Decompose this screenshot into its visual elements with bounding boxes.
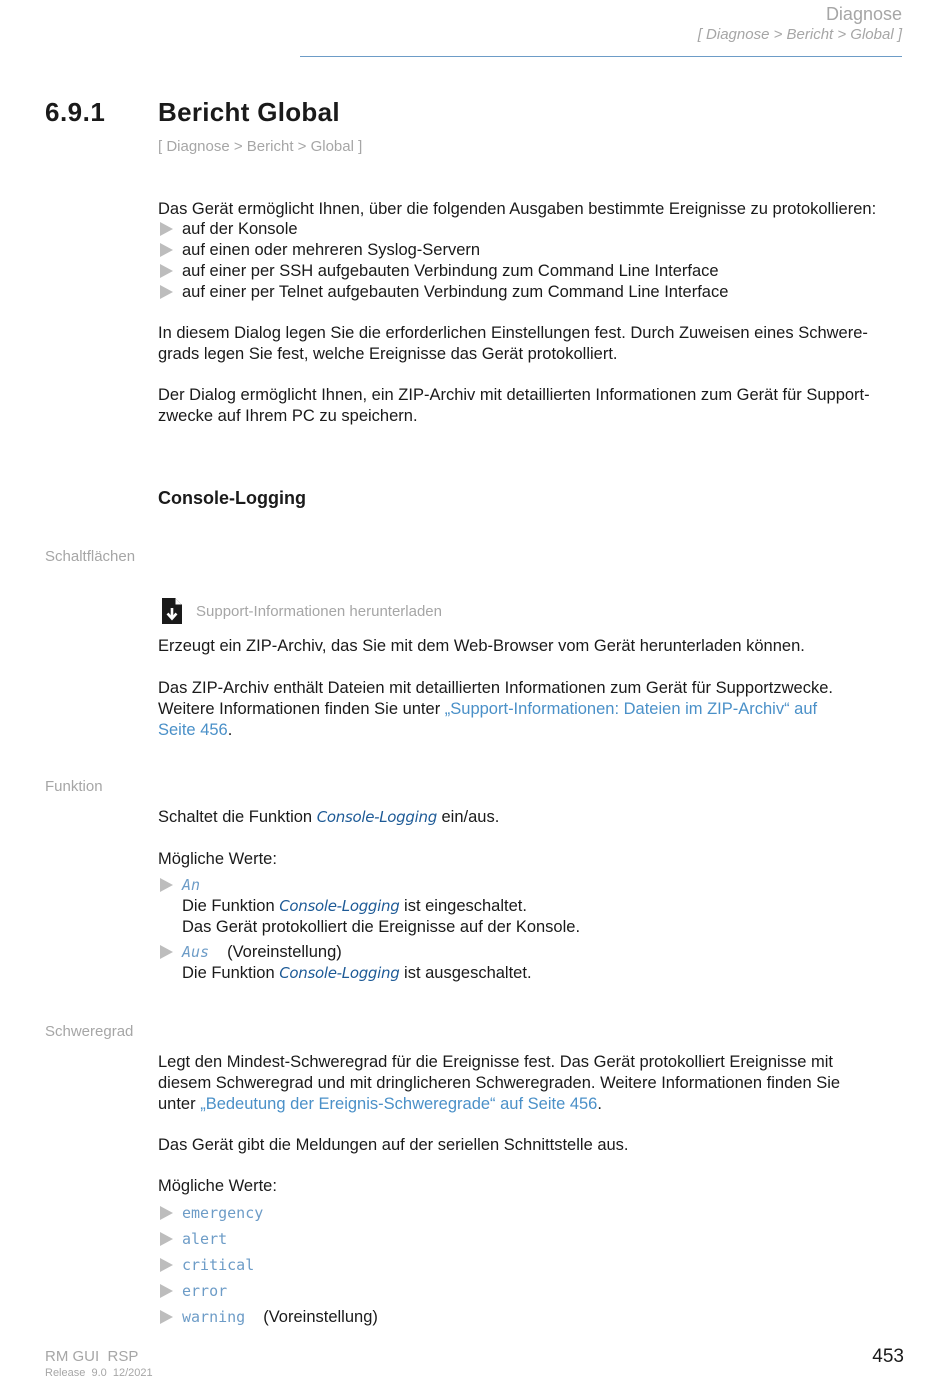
value-off: Aus (182, 943, 210, 961)
severity-value: emergency (182, 1204, 264, 1222)
subsection-heading: Console-Logging (158, 488, 306, 508)
footer-product: RM GUI RSP (45, 1348, 139, 1365)
intro-lead: Das Gerät ermöglicht Ihnen, über die folgenden Ausgaben bestimmte Ereignisse zu protokollieren: (158, 200, 877, 218)
severity-values-heading: Mögliche Werte: (158, 1177, 277, 1195)
default-note: (Voreinstellung) (263, 1308, 378, 1326)
bullet-triangle-icon (160, 945, 173, 959)
support-download-label: Support-Informationen herunterladen (196, 602, 442, 620)
parameter-name: Console-Logging (279, 964, 400, 982)
bullet-triangle-icon (160, 1258, 173, 1272)
header-rule (300, 56, 902, 57)
section-number: 6.9.1 (45, 97, 106, 127)
bullet-triangle-icon (160, 285, 173, 299)
function-description: Schaltet die Funktion Console-Logging ein/aus. (158, 808, 500, 826)
value-off-description: Die Funktion Console-Logging ist ausgeschaltet. (182, 964, 532, 982)
bullet-triangle-icon (160, 222, 173, 236)
function-values-heading: Mögliche Werte: (158, 850, 277, 868)
intro-paragraph-3: Der Dialog ermöglicht Ihnen, ein ZIP-Archiv mit detaillierten Informationen zum Gerät für Support- zwecke auf Ihrem PC zu speichern. (158, 386, 870, 425)
support-download-button[interactable] (160, 597, 442, 625)
side-label-function: Funktion (45, 778, 103, 795)
intro-paragraph-2: In diesem Dialog legen Sie die erforderlichen Einstellungen fest. Durch Zuweisen eines Schwere- grads legen Sie fest, welche Ereignisse das Gerät protokolliert. (158, 324, 868, 363)
file-download-icon (160, 597, 184, 625)
footer-release: Release 9.0 12/2021 (45, 1367, 153, 1379)
bullet-triangle-icon (160, 243, 173, 257)
bullet-triangle-icon (160, 264, 173, 278)
default-note: (Voreinstellung) (227, 943, 342, 961)
bullet-triangle-icon (160, 1310, 173, 1324)
severity-value: warning (182, 1308, 246, 1326)
running-header-title: Diagnose (825, 4, 902, 24)
link-severity-meaning[interactable]: „Bedeutung der Ereignis-Schweregrade“ auf Seite 456 (200, 1095, 598, 1113)
section-title: Bericht Global (158, 97, 340, 127)
section-path: [ Diagnose > Bericht > Global ] (158, 138, 363, 155)
severity-serial-note: Das Gerät gibt die Meldungen auf der seriellen Schnittstelle aus. (158, 1136, 629, 1154)
parameter-name: Console-Logging (316, 808, 437, 826)
value-on-description: Die Funktion Console-Logging ist eingeschaltet. Das Gerät protokolliert die Ereignisse auf der Konsole. (182, 897, 581, 936)
severity-value: alert (182, 1230, 228, 1248)
download-description: Erzeugt ein ZIP-Archiv, das Sie mit dem Web-Browser vom Gerät herunterladen können. (158, 637, 805, 655)
severity-description: Legt den Mindest-Schweregrad für die Ereignisse fest. Das Gerät protokolliert Ereignisse mit diesem Schweregrad und mit dringlicheren Schweregraden. Weitere Informationen finden Sie unter „Bedeutung der Ereignis-Schweregrade“ auf Seite 456. (158, 1053, 841, 1113)
bullet-triangle-icon (160, 1284, 173, 1298)
link-support-information[interactable]: „Support-Informationen: Dateien im ZIP-Archiv“ auf (444, 700, 818, 718)
side-label-severity: Schweregrad (45, 1023, 134, 1040)
download-description-2: Das ZIP-Archiv enthält Dateien mit detaillierten Informationen zum Gerät für Supportzwecke. Weitere Informationen finden Sie unter „Support-Informationen: Dateien im ZIP-Archiv“ auf Seite 456. (158, 679, 833, 739)
bullet-triangle-icon (160, 1206, 173, 1220)
link-support-information-page[interactable]: Seite 456 (158, 721, 228, 739)
value-on: An (182, 876, 201, 894)
severity-value: error (182, 1282, 228, 1300)
severity-value: critical (182, 1256, 255, 1274)
parameter-name: Console-Logging (279, 897, 400, 915)
running-header-breadcrumb: [ Diagnose > Bericht > Global ] (697, 26, 902, 43)
side-label-buttons: Schaltflächen (45, 548, 136, 565)
bullet-triangle-icon (160, 1232, 173, 1246)
bullet-triangle-icon (160, 878, 173, 892)
page-number: 453 (872, 1346, 904, 1367)
